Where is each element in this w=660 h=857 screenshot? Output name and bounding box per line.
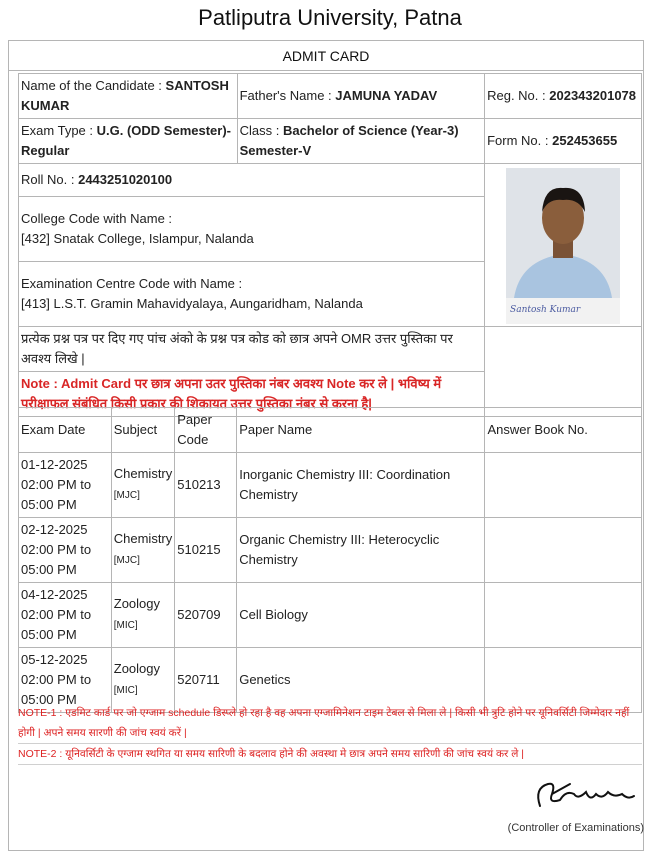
instruction-note: Note : Admit Card पर छात्र अपना उतर पुस्तिका नंबर अवश्य Note कर ले | भविष्य में परीक्षाफल संबंधित किसी प्रकार की शिकायत उत्तर पुस्तिका नंबर से करना है|	[19, 372, 485, 417]
exam-date: 04-12-2025	[21, 587, 88, 602]
header-subject: Subject	[111, 408, 175, 453]
roll-no-cell	[19, 164, 485, 197]
instruction-hindi: प्रत्येक प्रश्न पत्र पर दिए गए पांच अंको के प्रश्न पत्र कोड को छात्र अपने OMR उत्तर पुस्तिका पर अवश्य लिखे |	[19, 327, 485, 372]
father-name: JAMUNA YADAV	[335, 88, 438, 103]
university-title: Patliputra University, Patna	[198, 5, 462, 30]
paper-name: Cell Biology	[237, 583, 485, 648]
subject-type: [MJC]	[113, 555, 140, 566]
subject-type: [MJC]	[113, 490, 140, 501]
note-2: NOTE-2 : यूनिवर्सिटी के एग्जाम स्थगित या समय सारिणी के बदलाव होने की अवस्था मे छात्र अपने समय सारिणी की जांच स्वयं कर ले |	[18, 744, 642, 765]
exam-date: 02-12-2025	[21, 522, 88, 537]
class-value: Bachelor of Science (Year-3) Semester-V	[239, 123, 459, 158]
reg-no-cell	[485, 74, 642, 119]
header-paper-code: Paper Code	[175, 408, 237, 453]
answer-book-no	[485, 518, 642, 583]
note-1: NOTE-1 : एडमिट कार्ड पर जो एग्जाम schedule डिस्प्ले हो रहा है वह अपना एग्जामिनेशन टाइम टेबल से मिला ले | किसी भी त्रुटि होने पर यूनिवर्सिटी जिम्मेदार नहीं होगी | अपने समय सारणी की जांच स्वयं करें |	[18, 703, 642, 744]
college-label: College Code with Name :	[21, 210, 173, 226]
class-cell	[237, 119, 485, 164]
subject: Chemistry	[113, 531, 173, 546]
controller-signature	[530, 776, 640, 816]
form-no-cell	[485, 119, 642, 164]
college-cell	[19, 197, 485, 262]
name-label: Name of the Candidate :	[21, 78, 162, 93]
class-label: Class :	[239, 123, 280, 138]
divider	[8, 70, 644, 71]
notes-section	[18, 703, 642, 765]
paper-name: Genetics	[237, 648, 485, 713]
centre-name: [413] L.S.T. Gramin Mahavidyalaya, Aungaridham, Nalanda	[21, 295, 363, 311]
candidate-name: SANTOSH KUMAR	[21, 78, 229, 113]
table-row	[19, 453, 642, 518]
father-label: Father's Name :	[239, 88, 332, 103]
answer-book-no	[485, 453, 642, 518]
exam-time: 02:00 PM to 05:00 PM	[21, 542, 92, 577]
photo-signature: Santosh Kumar	[510, 305, 581, 315]
centre-label: Examination Centre Code with Name :	[21, 275, 243, 291]
form-label: Form No. :	[487, 133, 549, 148]
photo-cell	[485, 164, 642, 327]
subject: Chemistry	[113, 466, 173, 481]
subject-type: [MIC]	[113, 620, 138, 631]
admit-card-heading: ADMIT CARD	[282, 48, 370, 64]
candidate-details-table	[18, 73, 642, 417]
table-row	[19, 583, 642, 648]
exam-type-cell	[19, 119, 238, 164]
table-header-row	[19, 408, 642, 453]
answer-book-no	[485, 583, 642, 648]
paper-name: Organic Chemistry III: Heterocyclic Chemistry	[237, 518, 485, 583]
blank-cell	[485, 327, 642, 417]
paper-code: 510213	[175, 453, 237, 518]
paper-name: Inorganic Chemistry III: Coordination Chemistry	[237, 453, 485, 518]
header-answer-book: Answer Book No.	[485, 408, 642, 453]
exam-time: 02:00 PM to 05:00 PM	[21, 672, 92, 707]
roll-label: Roll No. :	[21, 172, 75, 187]
paper-code: 520709	[175, 583, 237, 648]
exam-schedule-table	[18, 407, 642, 713]
exam-type-label: Exam Type :	[21, 123, 94, 138]
roll-no: 2443251020100	[78, 172, 173, 187]
subject: Zoology	[113, 661, 160, 676]
father-name-cell	[237, 74, 485, 119]
exam-type: U.G. (ODD Semester)-Regular	[21, 123, 232, 158]
controller-label: (Controller of Examinations)	[507, 822, 644, 834]
exam-date: 01-12-2025	[21, 457, 88, 472]
paper-code: 520711	[175, 648, 237, 713]
candidate-photo	[506, 168, 620, 324]
centre-cell	[19, 261, 485, 326]
subject: Zoology	[113, 596, 160, 611]
table-row	[19, 518, 642, 583]
exam-date: 05-12-2025	[21, 652, 88, 667]
candidate-name-cell	[19, 74, 238, 119]
paper-code: 510215	[175, 518, 237, 583]
reg-no: 202343201078	[549, 88, 637, 103]
exam-time: 02:00 PM to 05:00 PM	[21, 477, 92, 512]
header-paper-name: Paper Name	[237, 408, 485, 453]
exam-time: 02:00 PM to 05:00 PM	[21, 607, 92, 642]
header-exam-date: Exam Date	[19, 408, 112, 453]
form-no: 252453655	[552, 133, 618, 148]
subject-type: [MIC]	[113, 685, 138, 696]
college-name: [432] Snatak College, Islampur, Nalanda	[21, 230, 254, 246]
reg-label: Reg. No. :	[487, 88, 546, 103]
